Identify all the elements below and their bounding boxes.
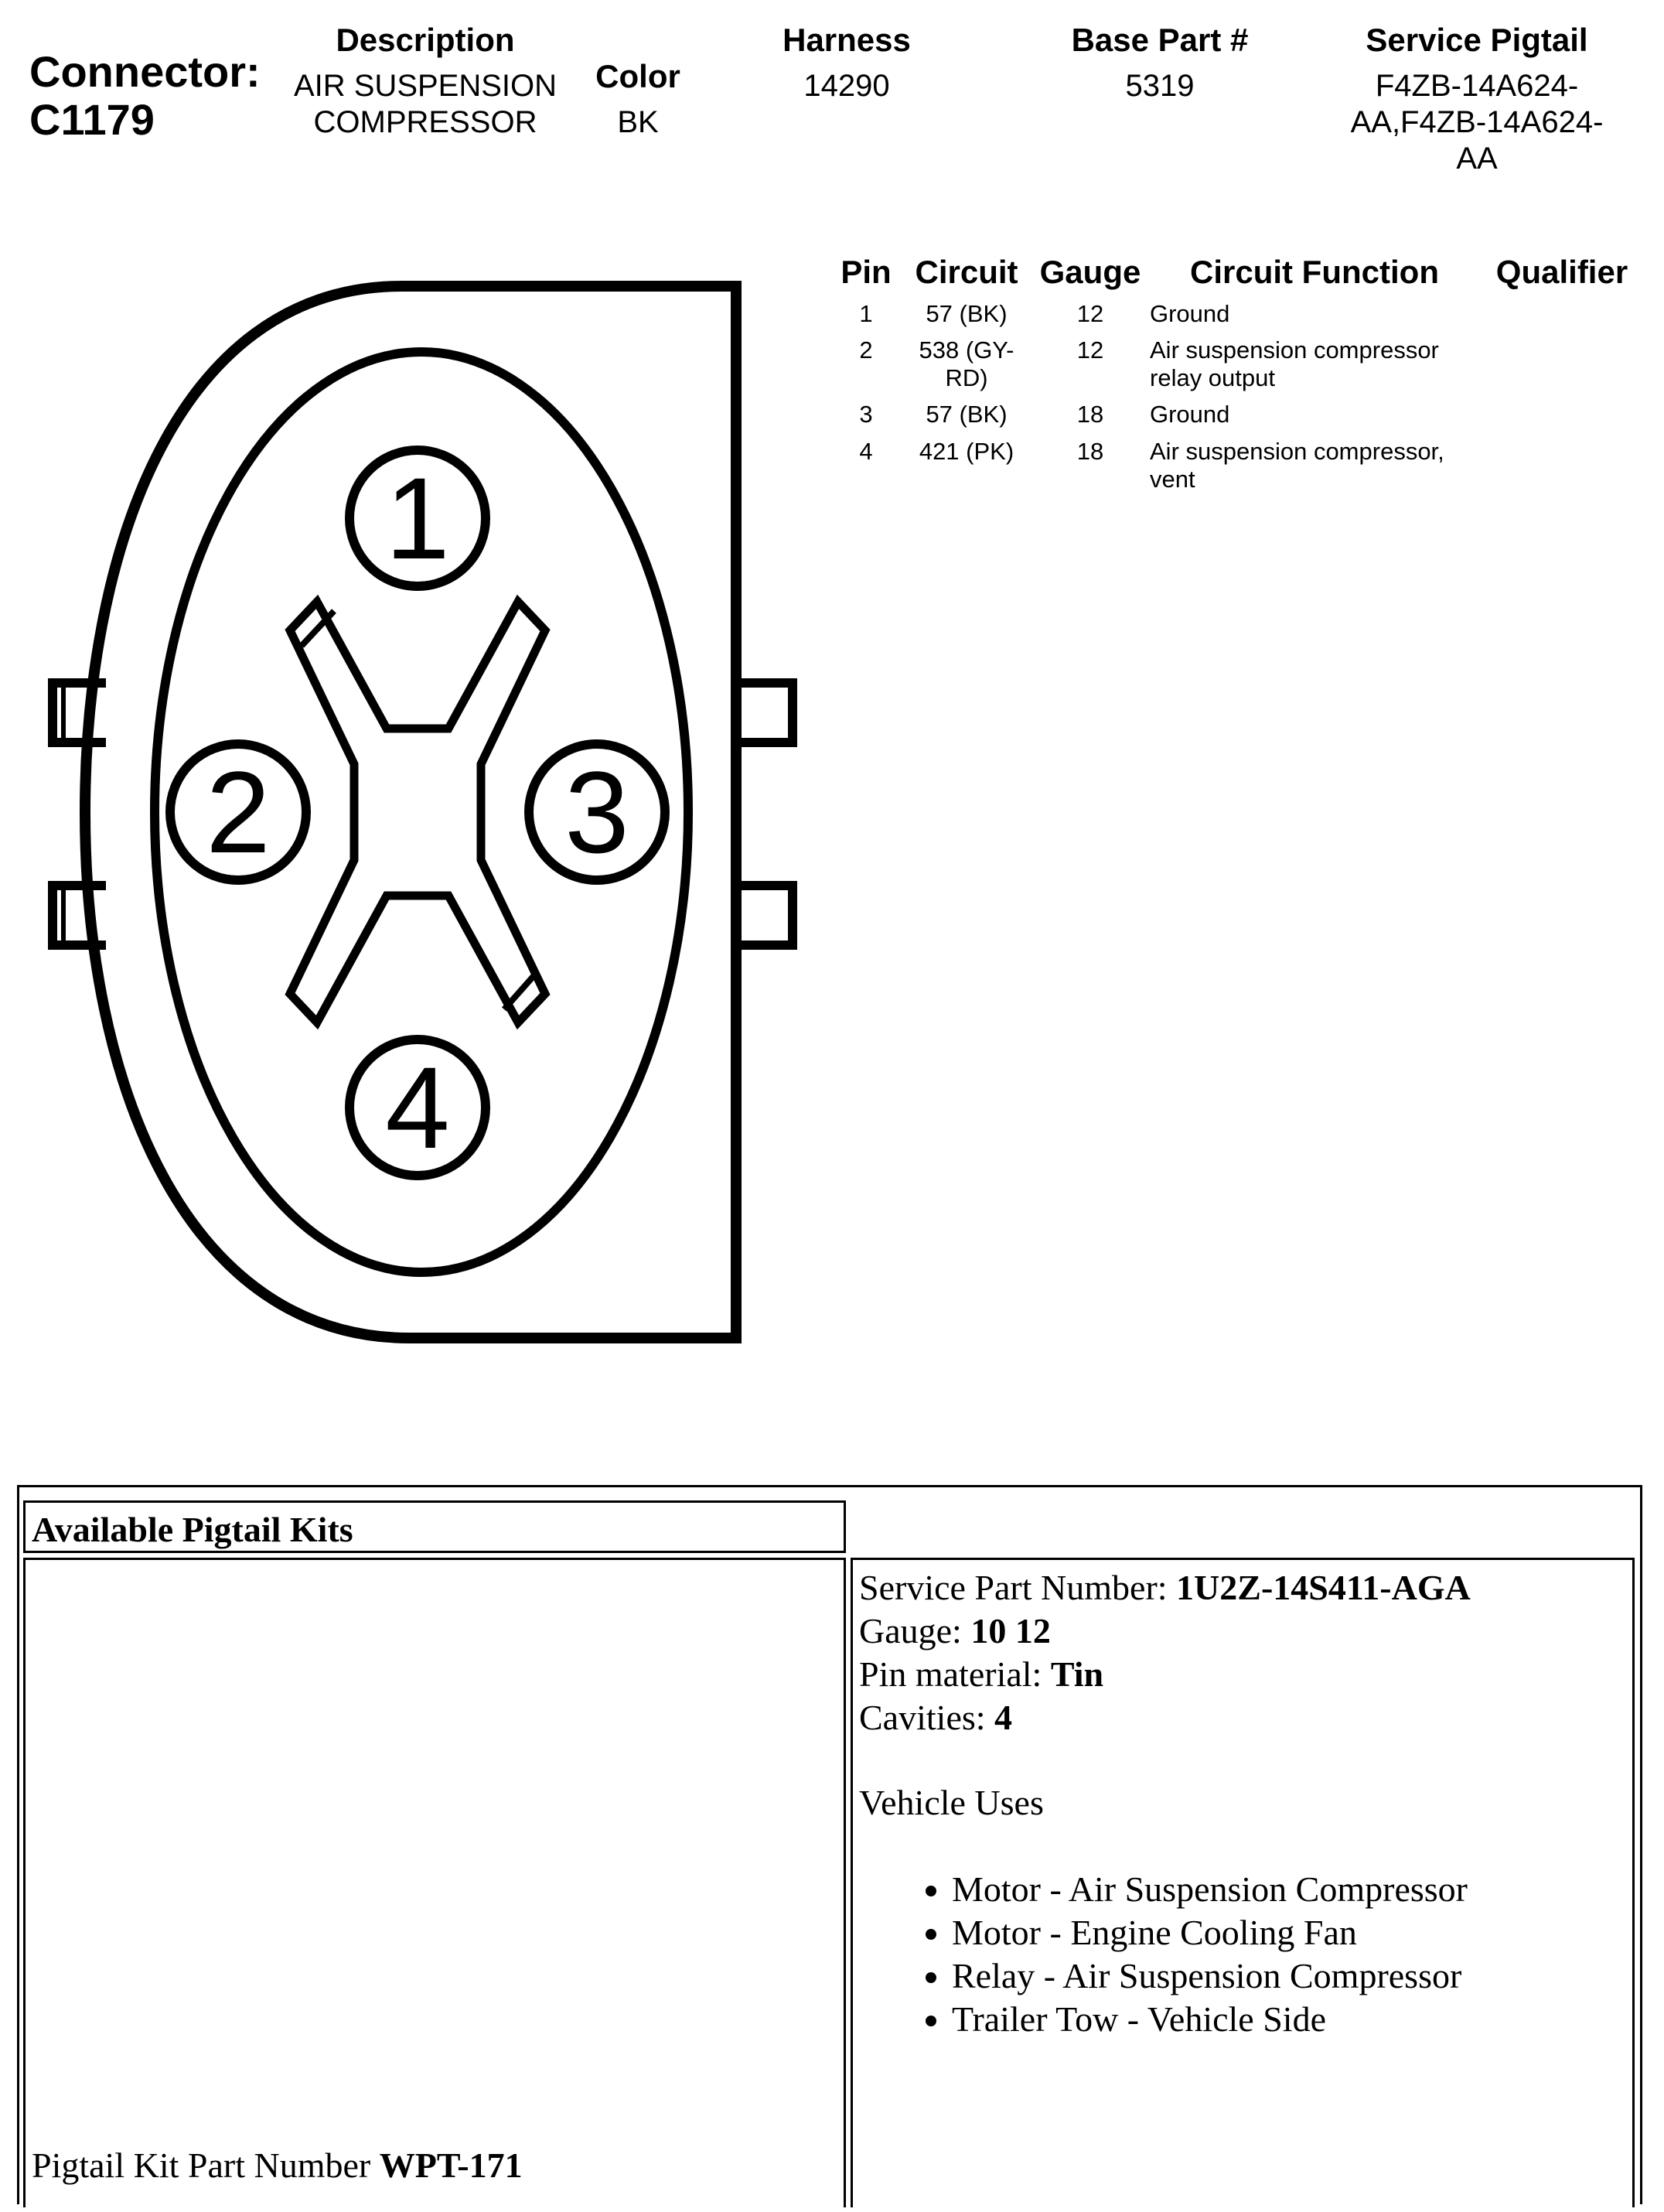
vehicle-use-item: • Motor - Air Suspension Compressor [952,1868,1632,1911]
pigtail-gauge-value: 10 12 [970,1611,1051,1650]
color-label: Color [595,58,680,94]
row-3-function-line-1: Ground [1150,401,1230,428]
description-line-2: COMPRESSOR [313,105,537,139]
function-header: Circuit Function [1190,254,1439,290]
pigtail-image-cell [23,1558,846,2207]
harness-label: Harness [783,22,911,58]
row-4-pin: 4 [859,438,873,465]
pigtail-kit-part [32,2144,523,2187]
row-1-gauge: 12 [1076,300,1104,327]
service-pigtail-value [1314,68,1639,177]
row-4-function [1150,438,1475,493]
pigtail-gauge [859,1610,1632,1653]
circuit-header: Circuit [915,254,1018,290]
row-2-circuit [905,336,1028,392]
connector-label: Connector: [29,47,261,96]
cavities [859,1696,1632,1739]
pigtail-details-cell [851,1558,1635,2207]
pin-material-value: Tin [1050,1654,1104,1694]
vehicle-use-item: • Motor - Engine Cooling Fan [952,1911,1632,1954]
right-latch-upper [736,683,793,742]
service-part-label: Service Part Number: [859,1568,1177,1607]
gauge-header: Gauge [1039,254,1141,290]
row-4-function-line-2: vent [1150,466,1195,493]
row-2-function-line-2: relay output [1150,364,1275,391]
pigtail-kit-part-label: Pigtail Kit Part Number [32,2145,380,2185]
row-4-circuit-line-1: 421 (PK) [919,438,1014,465]
housing-outline [85,286,736,1338]
right-latch-lower [736,886,793,945]
pin-material-label: Pin material: [859,1654,1051,1694]
left-latch-lower [53,886,106,945]
row-4-gauge: 18 [1076,438,1104,465]
row-1-pin: 1 [859,300,873,327]
pin-2-label: 2 [206,747,271,877]
vehicle-uses-label: Vehicle Uses [859,1783,1044,1822]
row-3-pin: 3 [859,401,873,428]
connector-id: C1179 [29,95,155,144]
service-pigtail-label: Service Pigtail [1366,22,1588,58]
cavities-label: Cavities: [859,1698,995,1737]
row-2-circuit-line-2: RD) [945,364,988,391]
row-3-circuit [905,401,1028,428]
base-part-value: 5319 [1125,69,1195,103]
center-x-key [290,602,545,1022]
service-part-value: 1U2Z-14S411-AGA [1176,1568,1471,1607]
color-value: BK [617,105,659,139]
row-2-function-line-1: Air suspension compressor [1150,336,1439,364]
connector-title [29,48,261,144]
service-part-number [859,1566,1632,1610]
row-2-circuit-line-1: 538 (GY- [919,336,1014,364]
vehicle-uses-list [859,1868,1632,2041]
vehicle-use-item: • Relay - Air Suspension Compressor [952,1954,1632,1998]
row-2-function [1150,336,1475,392]
row-1-circuit-line-1: 57 (BK) [926,300,1008,327]
row-2-gauge: 12 [1076,336,1104,364]
pigtail-title-cell [23,1500,846,1553]
row-4-circuit [905,438,1028,466]
row-1-function-line-1: Ground [1150,300,1230,327]
service-pigtail-line-3: AA [1456,142,1498,176]
row-3-circuit-line-1: 57 (BK) [926,401,1008,428]
row-1-function [1150,300,1475,328]
harness-value: 14290 [803,69,890,103]
pigtail-gauge-label: Gauge: [859,1611,971,1650]
row-2-pin: 2 [859,336,873,364]
service-pigtail-line-1: F4ZB-14A624- [1375,69,1579,103]
pin-1-label: 1 [385,453,450,583]
vehicle-use-item: • Trailer Tow - Vehicle Side [952,1998,1632,2041]
cavities-value: 4 [994,1698,1013,1737]
row-1-circuit [905,300,1028,328]
description-label: Description [336,22,515,58]
row-4-function-line-1: Air suspension compressor, [1150,438,1444,465]
connector-face-diagram [31,271,804,1369]
pigtail-title: Available Pigtail Kits [32,1510,353,1549]
service-pigtail-line-2: AA,F4ZB-14A624- [1350,105,1604,139]
row-3-function [1150,401,1475,428]
description-line-1: AIR SUSPENSION [293,69,558,103]
pigtail-kit-part-value: WPT-171 [379,2145,523,2185]
qualifier-header: Qualifier [1495,254,1628,290]
row-3-gauge: 18 [1076,401,1104,428]
pin-material [859,1653,1632,1696]
pin-3-label: 3 [564,747,629,877]
base-part-label: Base Part # [1071,22,1249,58]
description-value [271,68,580,141]
left-latch-upper [53,683,106,742]
pin-header: Pin [841,254,892,290]
pin-4-label: 4 [385,1043,450,1173]
